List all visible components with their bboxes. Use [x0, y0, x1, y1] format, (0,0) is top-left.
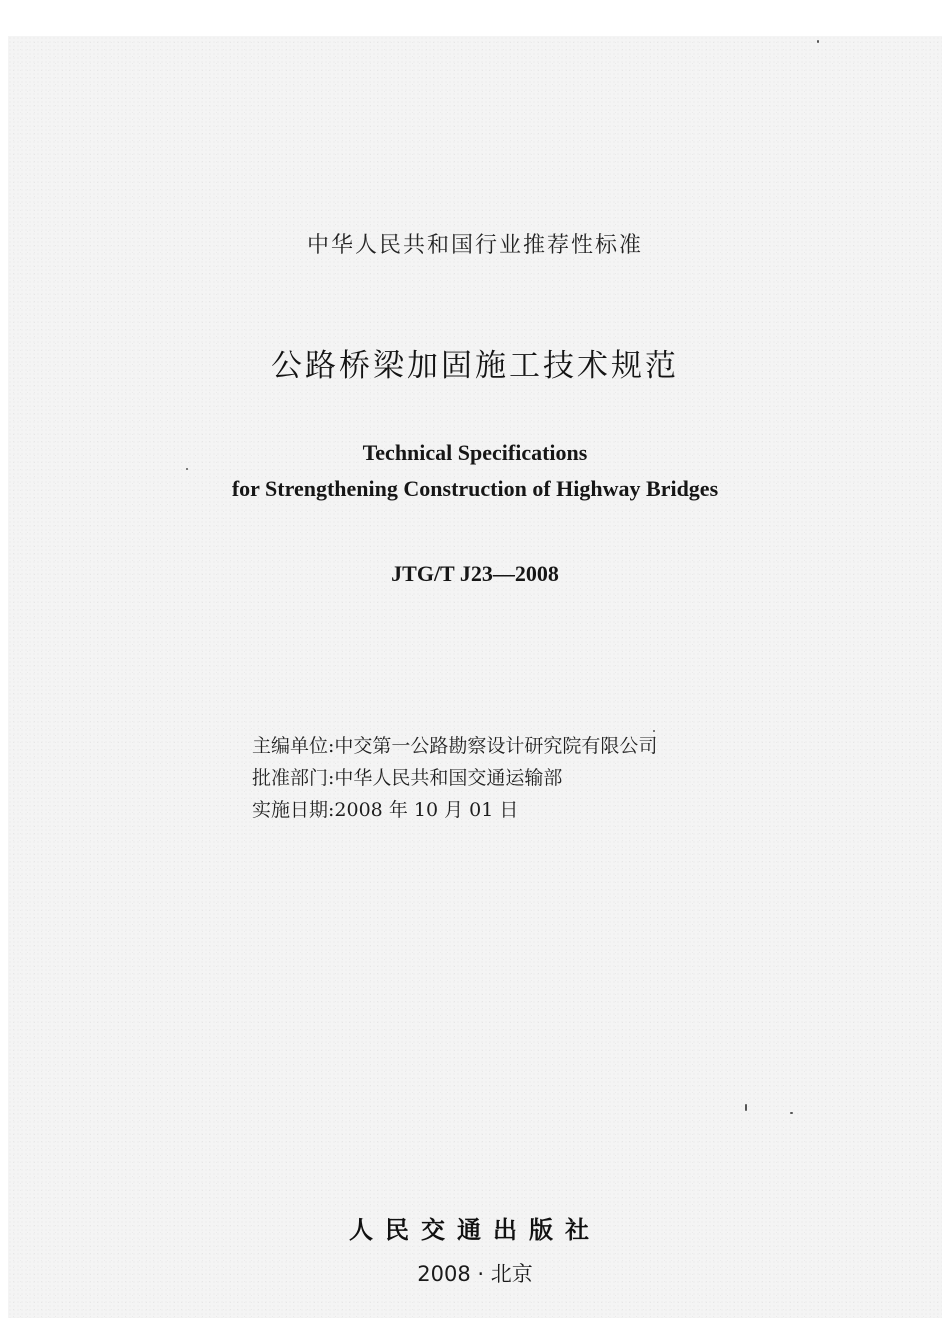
scan-speck [653, 730, 655, 732]
info-block [252, 730, 657, 826]
scan-speck [745, 1104, 747, 1111]
info-row-editor [252, 730, 657, 762]
standard-series: 中华人民共和国行业推荐性标准 [306, 233, 643, 258]
info-row-approver [252, 762, 657, 794]
info-label: 批准部门 [252, 767, 329, 789]
info-label: 主编单位 [252, 735, 329, 757]
info-separator: : [328, 799, 335, 821]
title-english-line-2: for Strengthening Construction of Highway Bridges [231, 476, 719, 501]
scan-speck [186, 468, 188, 470]
scan-speck [817, 40, 819, 43]
publisher-name: 人民交通出版社 [349, 1215, 601, 1244]
info-value: 中华人民共和国交通运输部 [334, 767, 563, 789]
info-separator: : [328, 735, 335, 757]
standard-code: JTG/T J23—2008 [391, 561, 559, 586]
info-value: 中交第一公路勘察设计研究院有限公司 [334, 735, 658, 757]
info-label: 实施日期 [252, 799, 329, 821]
info-value: 2008 年 10 月 01 日 [334, 799, 519, 821]
publication-year-city: 2008 · 北京 [417, 1262, 533, 1286]
title-chinese: 公路桥梁加固施工技术规范 [271, 348, 679, 384]
info-separator: : [328, 767, 335, 789]
scan-speck [790, 1112, 793, 1114]
title-english-line-1: Technical Specifications [362, 440, 588, 465]
info-row-effective-date [252, 794, 657, 826]
